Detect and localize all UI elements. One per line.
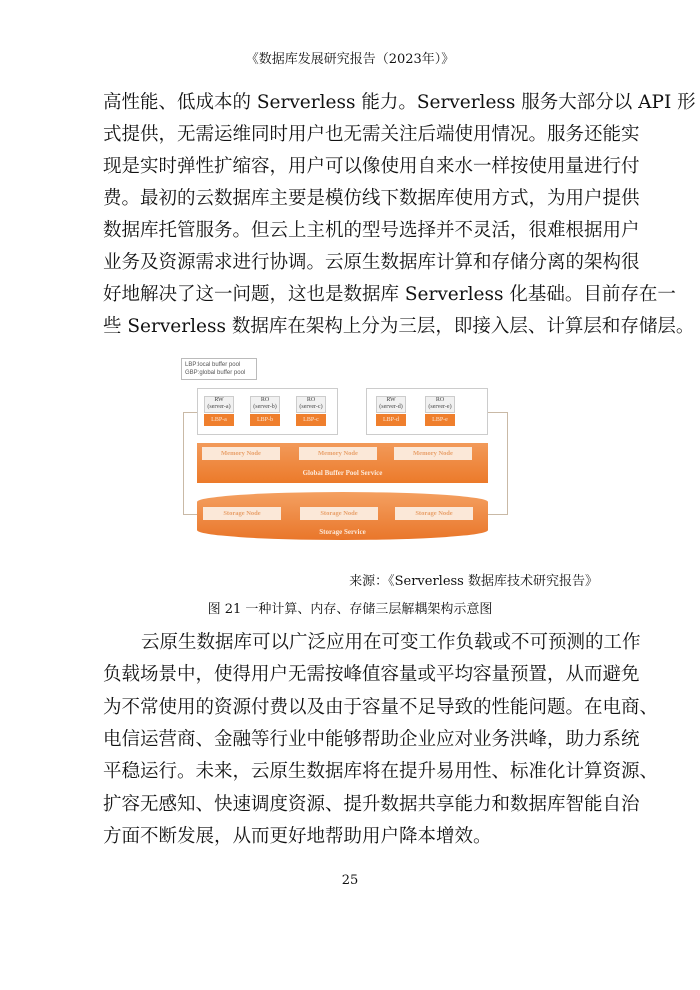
gbp-label: Global Buffer Pool Service <box>302 469 383 477</box>
figure-source: 来源：《Serverless 数据库技术研究报告》 <box>349 574 598 589</box>
text-line: 数据库托管服务。但云上主机的型号选择并不灵活，很难根据用户 <box>103 220 640 241</box>
text-line: 扩容无感知、快速调度资源、提升数据共享能力和数据库智能自治 <box>103 793 640 815</box>
lbp-box: LBP-c <box>296 414 326 426</box>
server-name: (server-a) <box>207 404 231 410</box>
lbp-box: LBP-e <box>425 414 455 426</box>
legend-lbp: LBP:local buffer pool <box>185 362 241 368</box>
lbp-box: LBP-a <box>204 414 234 426</box>
text-line: 方面不断发展，从而更好地帮助用户降本增效。 <box>103 825 492 847</box>
server-role: RO <box>435 397 445 403</box>
server-box <box>425 396 455 413</box>
server-role: RO <box>306 397 316 403</box>
text-line: 电信运营商、金融等行业中能够帮助企业应对业务洪峰，助力系统 <box>103 728 640 750</box>
server-role: RO <box>260 397 270 403</box>
server-name: (server-b) <box>253 404 277 410</box>
server-role: RW <box>386 397 396 403</box>
server-name: (server-e) <box>428 404 452 410</box>
text-line: 现是实时弹性扩缩容，用户可以像使用自来水一样按使用量进行付 <box>103 156 640 177</box>
storage-label: Storage Service <box>319 528 366 536</box>
storage-node: Storage Node <box>203 507 281 520</box>
text-line: 高性能、低成本的 Serverless 能力。Serverless 服务大部分以 API 形 <box>103 92 696 113</box>
server-name: (server-c) <box>299 404 323 410</box>
server-box <box>204 396 234 413</box>
server-role: RW <box>214 397 224 403</box>
memory-node: Memory Node <box>394 447 472 460</box>
lbp-box: LBP-d <box>376 414 406 426</box>
server-box <box>250 396 280 413</box>
right-connector <box>488 412 508 515</box>
memory-node: Memory Node <box>299 447 377 460</box>
storage-node: Storage Node <box>395 507 473 520</box>
server-box <box>296 396 326 413</box>
diagram-legend <box>181 358 257 380</box>
running-header: 《数据库发展研究报告（2023年）》 <box>245 52 455 67</box>
text-line: 业务及资源需求进行协调。云原生数据库计算和存储分离的架构很 <box>103 252 640 273</box>
legend-gbp: GBP:global buffer pool <box>185 370 246 376</box>
text-line: 负载场景中，使得用户无需按峰值容量或平均容量预置，从而避免 <box>103 664 640 686</box>
text-line: 费。最初的云数据库主要是模仿线下数据库使用方式，为用户提供 <box>103 188 640 209</box>
left-connector <box>183 412 197 515</box>
server-name: (server-d) <box>379 404 403 410</box>
memory-node: Memory Node <box>202 447 280 460</box>
text-line: 些 Serverless 数据库在架构上分为三层，即接入层、计算层和存储层。 <box>103 316 695 337</box>
figure-caption: 图 21 一种计算、内存、存储三层解耦架构示意图 <box>207 602 493 617</box>
text-line: 为不常使用的资源付费以及由于容量不足导致的性能问题。在电商、 <box>103 696 659 718</box>
storage-node: Storage Node <box>300 507 378 520</box>
lbp-box: LBP-b <box>250 414 280 426</box>
server-box <box>376 396 406 413</box>
text-line: 好地解决了这一问题，这也是数据库 Serverless 化基础。目前存在一 <box>103 284 676 305</box>
text-line: 云原生数据库可以广泛应用在可变工作负载或不可预测的工作 <box>141 632 641 653</box>
text-line: 平稳运行。未来，云原生数据库将在提升易用性、标准化计算资源、 <box>103 761 659 783</box>
page-number: 25 <box>341 873 359 888</box>
text-line: 式提供，无需运维同时用户也无需关注后端使用情况。服务还能实 <box>103 124 640 145</box>
